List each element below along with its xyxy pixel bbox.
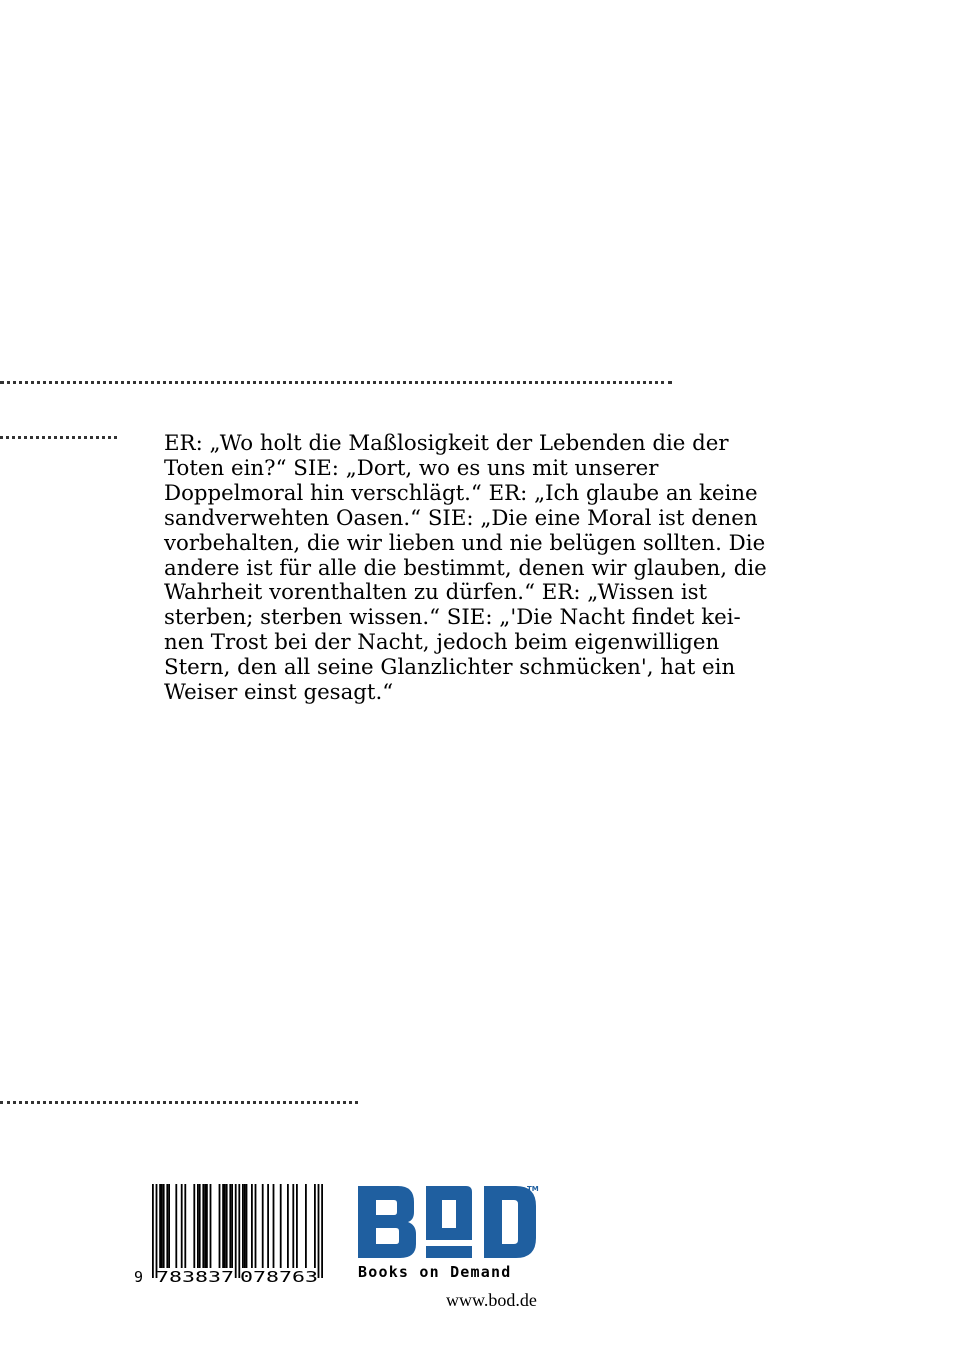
logo-letter-d <box>484 1186 536 1258</box>
barcode-guard-bar <box>235 1184 237 1278</box>
barcode-bar <box>305 1184 307 1268</box>
barcode-bar <box>267 1184 269 1268</box>
blurb-line: Stern, den all seine Glanzlichter schmücken', hat ein <box>164 655 736 681</box>
barcode-bar <box>163 1184 165 1268</box>
barcode-bar <box>184 1184 186 1268</box>
barcode-bar <box>204 1184 206 1268</box>
barcode-first-digit: 9 <box>134 1268 144 1286</box>
barcode-bar <box>287 1184 289 1268</box>
barcode-bar <box>166 1184 168 1268</box>
barcode-bar <box>244 1184 246 1268</box>
blurb-line: Weiser einst gesagt.“ <box>164 680 394 706</box>
barcode-bar <box>226 1184 228 1268</box>
barcode-bar <box>168 1184 170 1268</box>
barcode-bar <box>197 1184 199 1268</box>
blurb-line: Toten ein?“ SIE: „Dort, wo es uns mit unserer <box>164 455 659 481</box>
blurb-line: andere ist für alle die bestimmt, denen wir glauben, die <box>164 555 767 581</box>
publisher-url: www.bod.de <box>446 1290 537 1310</box>
barcode-bar <box>255 1184 257 1268</box>
barcode-bar <box>210 1184 212 1268</box>
divider-top <box>0 381 672 384</box>
barcode-bar <box>292 1184 294 1268</box>
barcode-bar <box>251 1184 253 1268</box>
barcode-right-digits: 078763 <box>240 1268 318 1286</box>
publisher-tagline: Books on Demand <box>358 1263 512 1281</box>
barcode-guard-bar <box>318 1184 320 1278</box>
barcode-bar <box>229 1184 231 1268</box>
barcode-bar <box>181 1184 183 1268</box>
barcode-bar <box>202 1184 204 1268</box>
isbn-barcode <box>130 1180 330 1290</box>
barcode-guard-bar <box>152 1184 154 1278</box>
logo-underline <box>426 1246 472 1258</box>
barcode-bar <box>159 1184 161 1268</box>
logo-letter-o <box>426 1186 472 1240</box>
logo-letter-b <box>358 1186 416 1258</box>
barcode-bar <box>314 1184 316 1268</box>
barcode-bar <box>199 1184 201 1268</box>
barcode-guard-bar <box>156 1184 158 1278</box>
barcode-bar <box>231 1184 233 1268</box>
barcode-bar <box>161 1184 163 1268</box>
barcode-guard-bar <box>321 1184 323 1278</box>
barcode-bar <box>273 1184 275 1268</box>
barcode-bar <box>175 1184 177 1268</box>
blurb-line: Wahrheit vorenthalten zu dürfen.“ ER: „Wissen ist <box>164 580 708 606</box>
blurb-line: nen Trost bei der Nacht, jedoch beim eigenwilligen <box>164 630 720 656</box>
blurb-line: sterben; sterben wissen.“ SIE: „'Die Nacht findet kei- <box>164 605 741 631</box>
logo-trademark: TM <box>527 1185 539 1193</box>
blurb-line: vorbehalten, die wir lieben und nie belügen sollten. Die <box>164 530 766 556</box>
divider-bottom <box>0 1101 358 1104</box>
barcode-bar <box>222 1184 224 1268</box>
barcode-graphic <box>130 1180 330 1290</box>
barcode-bar <box>193 1184 195 1268</box>
barcode-bar <box>224 1184 226 1268</box>
blurb-line: ER: „Wo holt die Maßlosigkeit der Lebenden die der <box>164 431 729 456</box>
barcode-bar <box>280 1184 282 1268</box>
barcode-bar <box>262 1184 264 1268</box>
barcode-bar <box>296 1184 298 1268</box>
barcode-bars <box>152 1184 323 1278</box>
blurb-line: Doppelmoral hin verschlägt.“ ER: „Ich glaube an keine <box>164 480 758 506</box>
barcode-guard-bar <box>238 1184 240 1278</box>
barcode-bar <box>246 1184 248 1268</box>
divider-short <box>0 436 117 439</box>
barcode-bar <box>242 1184 244 1268</box>
back-cover-blurb <box>164 432 814 706</box>
blurb-line: sandverwehten Oasen.“ SIE: „Die eine Moral ist denen <box>164 505 758 531</box>
barcode-bar <box>206 1184 208 1268</box>
barcode-left-digits: 783837 <box>156 1268 234 1286</box>
barcode-bar <box>219 1184 221 1268</box>
